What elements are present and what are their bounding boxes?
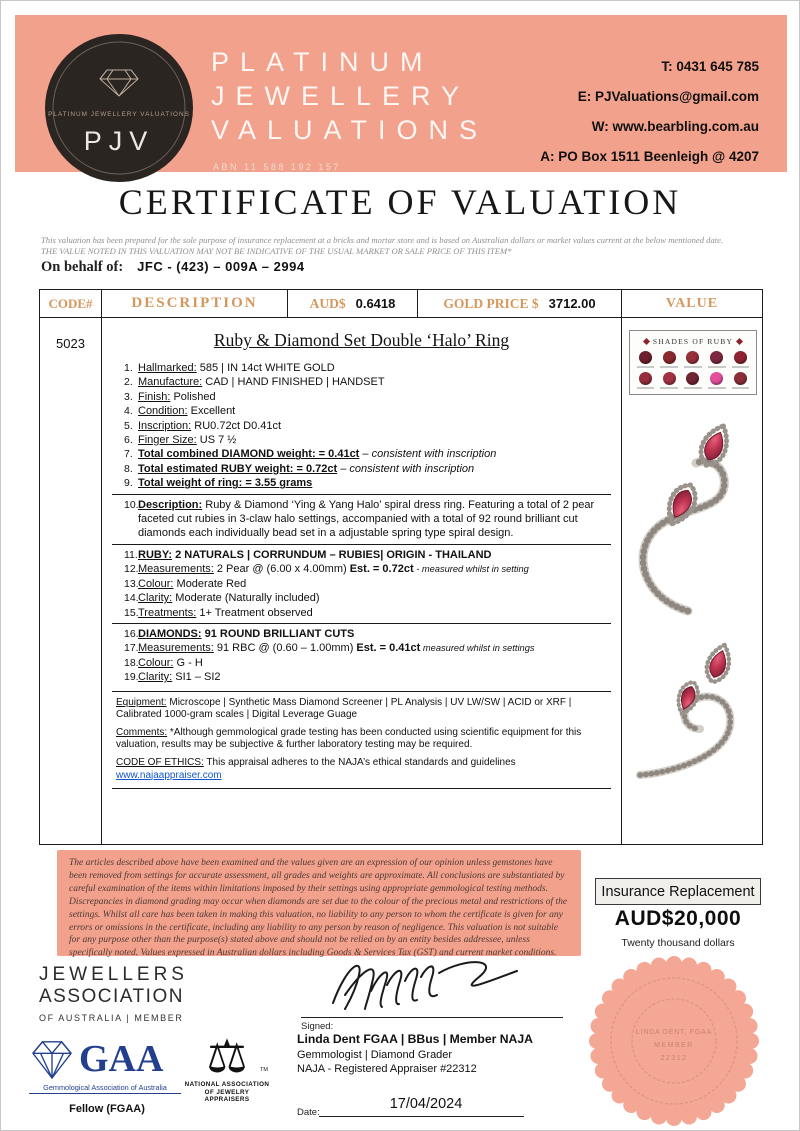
line-number: 10. — [124, 498, 139, 511]
naja-logo-block — [184, 1029, 270, 1104]
description-line — [112, 577, 611, 591]
shades-of-ruby-title — [635, 337, 751, 346]
text-segment: Condition: — [138, 405, 188, 418]
aud-rate: 0.6418 — [355, 296, 396, 311]
line-number: 11. — [124, 548, 138, 561]
text-segment: Moderate (Naturally included) — [172, 592, 320, 605]
ring-photo-2 — [630, 633, 756, 783]
text-segment: Finish: — [138, 390, 171, 403]
text-segment: RU0.72ct D0.41ct — [191, 419, 282, 432]
description-line — [112, 494, 611, 541]
logo-arc-text: PLATINUM JEWELLERY VALUATIONS — [48, 111, 190, 118]
insurance-replacement-box: Insurance Replacement — [595, 878, 761, 905]
description-line — [112, 404, 611, 418]
description-line — [112, 433, 611, 447]
logo-monogram: PJV — [83, 126, 155, 156]
text-segment: Equipment: — [116, 696, 167, 708]
jaa-line-1: JEWELLERS — [39, 964, 188, 985]
text-segment: measured whilst in settings — [420, 643, 535, 654]
text-segment: 2 NATURALS | CORRUNDUM – RUBIES| ORIGIN - THAILAND — [172, 548, 492, 561]
on-behalf-label: On behalf of: — [41, 259, 124, 275]
brand-name — [211, 45, 488, 147]
description-line — [112, 591, 611, 605]
text-segment: 1+ Treatment observed — [196, 606, 313, 619]
text-segment: Polished — [170, 390, 216, 403]
insurance-amount-words: Twenty thousand dollars — [621, 937, 735, 949]
jaa-line-3: OF AUSTRALIA | MEMBER — [39, 1013, 184, 1023]
text-segment: 91 ROUND BRILLIANT CUTS — [201, 627, 355, 640]
shades-of-ruby-card — [629, 330, 757, 395]
note-line — [116, 757, 607, 782]
header-description: DESCRIPTION — [102, 290, 288, 317]
brand-line-3: VALUATIONS — [211, 115, 489, 145]
trademark-label: TM — [260, 1067, 268, 1073]
text-segment: Ruby & Diamond ‘Ying & Yang Halo’ spiral dress ring. Featuring a total of 2 pear faceted cut rubies in 3-claw halo settings, accompanied with a total of 92 round brilliant cut diamonds each individually bead set in a adjustable spring type spiral design. — [138, 498, 595, 540]
pjv-logo-icon — [45, 34, 193, 182]
description-line — [112, 361, 611, 375]
text-segment: SI1 – SI2 — [172, 671, 221, 684]
text-segment: CODE OF ETHICS: — [116, 756, 204, 768]
header-value: VALUE — [665, 295, 719, 311]
text-segment: Hallmarked: — [138, 362, 197, 374]
text-segment: *Although gemmological grade testing has been conducted using scientific equipment for this valuation, results may be subjective & further laboratory testing may be required. — [116, 726, 582, 751]
ruby-swatch — [730, 351, 751, 368]
text-segment: - measured whilst in setting — [413, 564, 529, 575]
disclaimer-line-2: THE VALUE NOTED IN THIS VALUATION MAY NOT BE INDICATIVE OF THE USUAL MARKET OR SALE PRICE OF THIS ITEM* — [41, 246, 512, 256]
description-line — [112, 544, 611, 562]
description-line — [112, 419, 611, 433]
header-code: CODE# — [40, 290, 102, 317]
item-title: Ruby & Diamond Set Double ‘Halo’ Ring — [213, 330, 510, 350]
text-segment: Measurements: — [138, 642, 214, 655]
ruby-swatch — [706, 372, 727, 389]
text-segment: Moderate Red — [173, 577, 247, 590]
ruby-swatch — [659, 351, 680, 368]
text-segment: Total combined DIAMOND weight: = 0.41ct — [138, 448, 360, 461]
gaa-name: GAA — [79, 1038, 164, 1080]
text-segment: DIAMONDS: — [138, 627, 202, 640]
description-lines — [112, 361, 611, 685]
contact-block — [540, 59, 759, 164]
signer-title: Gemmologist | Diamond Grader — [297, 1049, 453, 1061]
text-segment: Clarity: — [138, 592, 173, 605]
gaa-logo-block — [29, 1037, 189, 1094]
signature — [319, 951, 529, 1017]
text-segment: G - H — [173, 656, 203, 669]
contact-email[interactable]: E: PJValuations@gmail.com — [577, 89, 759, 104]
gold-price-label: GOLD PRICE $ — [443, 295, 539, 311]
line-number: 2. — [124, 376, 133, 389]
gaa-subtitle: Gemmological Association of Australia — [29, 1083, 181, 1094]
seal-line-3: 22312 — [660, 1055, 688, 1062]
brand-line-1: PLATINUM — [211, 47, 434, 77]
contact-website[interactable]: W: www.bearbling.com.au — [591, 119, 759, 134]
ruby-gem-icon — [736, 338, 743, 345]
line-number: 6. — [124, 434, 133, 447]
contact-phone: T: 0431 645 785 — [661, 59, 759, 74]
line-number: 1. — [124, 362, 133, 374]
jewellers-association-logo — [39, 964, 188, 1023]
disclaimer-line-1: This valuation has been prepared for the sole purpose of insurance replacement at a bricks and mortar store and is based on Australian dollars or market values current at the below mentioned date. — [41, 235, 724, 245]
note-line — [116, 727, 607, 752]
on-behalf-value: JFC - (423) – 009A – 2994 — [137, 259, 305, 274]
text-segment: Clarity: — [138, 671, 173, 684]
ruby-swatch — [730, 372, 751, 389]
description-line — [112, 656, 611, 670]
line-number: 16. — [124, 627, 139, 640]
text-segment: Manufacture: — [138, 376, 203, 389]
abn-number: ABN 11 588 192 157 — [213, 162, 341, 172]
scales-icon: ⚖ — [206, 1029, 248, 1083]
ring-illustration-1 — [630, 411, 756, 617]
date-value: 17/04/2024 — [389, 1096, 463, 1112]
description-line — [112, 447, 611, 461]
line-number: 3. — [124, 390, 133, 403]
text-segment: 91 RBC @ (0.60 – 1.00mm) — [213, 642, 357, 655]
text-segment: 2 Pear @ (6.00 x 4.00mm) — [213, 563, 350, 576]
ruby-swatch — [635, 372, 656, 389]
ruby-swatch — [683, 351, 704, 368]
text-segment: 585 | IN 14ct WHITE GOLD — [196, 362, 335, 374]
table-body — [40, 318, 762, 844]
ethics-link[interactable]: www.najaappraiser.com — [116, 769, 222, 781]
text-segment: – consistent with inscription — [337, 462, 475, 475]
text-segment: Total estimated RUBY weight: = 0.72ct — [138, 462, 338, 475]
text-segment: This appraisal adheres to the NAJA’s ethical standards and guidelines — [203, 756, 516, 768]
naja-caption: NATIONAL ASSOCIATION OF JEWELRY APPRAISERS — [184, 1081, 270, 1103]
brand-line-2: JEWELLERY — [211, 81, 471, 111]
date-line — [319, 1116, 524, 1117]
table-header — [40, 290, 762, 318]
notes-section — [112, 691, 611, 790]
ruby-gem-icon — [643, 338, 650, 345]
line-number: 5. — [124, 419, 133, 432]
text-segment: CAD | HAND FINISHED | HANDSET — [202, 376, 385, 389]
text-segment: Comments: — [116, 726, 168, 738]
ruby-swatch — [659, 372, 680, 389]
signed-label: Signed: — [301, 1021, 334, 1032]
ring-photo-1 — [630, 411, 756, 617]
seal-line-1: LINDA DENT, FGAA — [635, 1029, 713, 1036]
line-number: 4. — [124, 405, 133, 418]
ruby-swatch — [635, 351, 656, 368]
certificate-title: CERTIFICATE OF VALUATION — [118, 182, 682, 222]
text-segment: Microscope | Synthetic Mass Diamond Screener | PL Analysis | UV LW/SW | ACID or XRF | Calibrated 1000-gram scales | Digital Leverage Guage — [116, 696, 572, 721]
line-number: 18. — [124, 656, 139, 669]
line-number: 14. — [124, 592, 139, 605]
line-number: 12. — [124, 563, 139, 576]
item-code: 5023 — [40, 318, 102, 844]
description-line — [112, 623, 611, 641]
line-number: 19. — [124, 671, 139, 684]
header-band — [15, 15, 787, 172]
description-line — [112, 375, 611, 389]
text-segment: Inscription: — [138, 419, 192, 432]
aud-label: AUD$ — [309, 295, 346, 311]
contact-address: A: PO Box 1511 Beenleigh @ 4207 — [540, 149, 759, 164]
embossed-seal — [587, 954, 761, 1128]
header-aud — [288, 290, 418, 317]
text-segment: Description: — [138, 498, 203, 511]
note-line — [116, 697, 607, 722]
text-segment: US 7 ½ — [196, 434, 237, 447]
text-segment: Colour: — [138, 656, 174, 669]
text-segment: Measurements: — [138, 563, 214, 576]
line-number: 13. — [124, 577, 139, 590]
signature-line — [301, 1017, 563, 1018]
line-number: 7. — [124, 448, 133, 461]
line-number: 8. — [124, 462, 133, 475]
text-segment: Colour: — [138, 577, 174, 590]
jaa-line-2: ASSOCIATION — [39, 986, 184, 1007]
ring-illustration-2 — [630, 633, 756, 783]
description-line — [112, 670, 611, 684]
signer-registration: NAJA - Registered Appraiser #22312 — [297, 1063, 477, 1075]
description-line — [112, 476, 611, 490]
description-cell — [102, 318, 622, 844]
text-segment: RUBY: — [138, 548, 173, 561]
text-segment: Excellent — [187, 405, 236, 418]
text-segment: Treatments: — [138, 606, 197, 619]
on-behalf-row — [41, 259, 305, 276]
header-gold-price — [418, 290, 622, 317]
insurance-amount: AUD$20,000 — [614, 907, 742, 930]
signer-block — [297, 1032, 533, 1075]
text-segment: Est. = 0.41ct — [356, 642, 421, 655]
gaa-fellow-label: Fellow (FGAA) — [69, 1103, 145, 1115]
valuation-table — [39, 289, 763, 845]
gaa-diamond-icon — [29, 1038, 75, 1080]
description-line — [112, 462, 611, 476]
gold-price-value: 3712.00 — [548, 296, 596, 311]
text-segment: Total weight of ring: = 3.55 grams — [138, 477, 313, 490]
line-number: 9. — [124, 477, 133, 490]
description-line — [112, 562, 611, 576]
text-segment: Finger Size: — [138, 434, 197, 447]
text-segment: – consistent with inscription — [359, 448, 497, 461]
text-segment: Est. = 0.72ct — [349, 563, 414, 576]
value-cell — [622, 318, 764, 844]
shades-of-ruby-label: SHADES OF RUBY — [652, 337, 734, 346]
ruby-swatch — [683, 372, 704, 389]
description-line — [112, 606, 611, 620]
legal-disclaimer: The articles described above have been examined and the values given are an expression of our opinion unless gemstones have been removed from settings for accurate assessment, all grades and weights are approximate. All conclusions are substantiated by careful examination of the items within limitations imposed by their settings using appropriate gemmological testing methods. Discrepancies in diamond grading may occur when diamonds are set due to the colour of the precious metal and restrictions of the settings. Whilst all care has been taken in making this valuation, no liability to any person to whom the certificate is given for any errors or omissions in the certificate, including any liability to any person by reason of negligence. This valuation is not suitable for any purpose other than the purpose(s) stated above and should not be relied on by an entity besides addressee, unless specifically noted. Values expressed in Australian dollars including Goods & Services Tax (GST) and current market conditions. — [57, 850, 581, 956]
seal-line-2: MEMBER — [654, 1042, 694, 1049]
ruby-swatches — [635, 351, 751, 389]
ruby-swatch — [706, 351, 727, 368]
pjv-logo — [45, 34, 193, 182]
line-number: 17. — [124, 642, 139, 655]
line-number: 15. — [124, 606, 139, 619]
signer-name: Linda Dent FGAA | BBus | Member NAJA — [297, 1032, 533, 1046]
date-label: Date: — [297, 1107, 320, 1118]
description-line — [112, 390, 611, 404]
description-line — [112, 641, 611, 655]
